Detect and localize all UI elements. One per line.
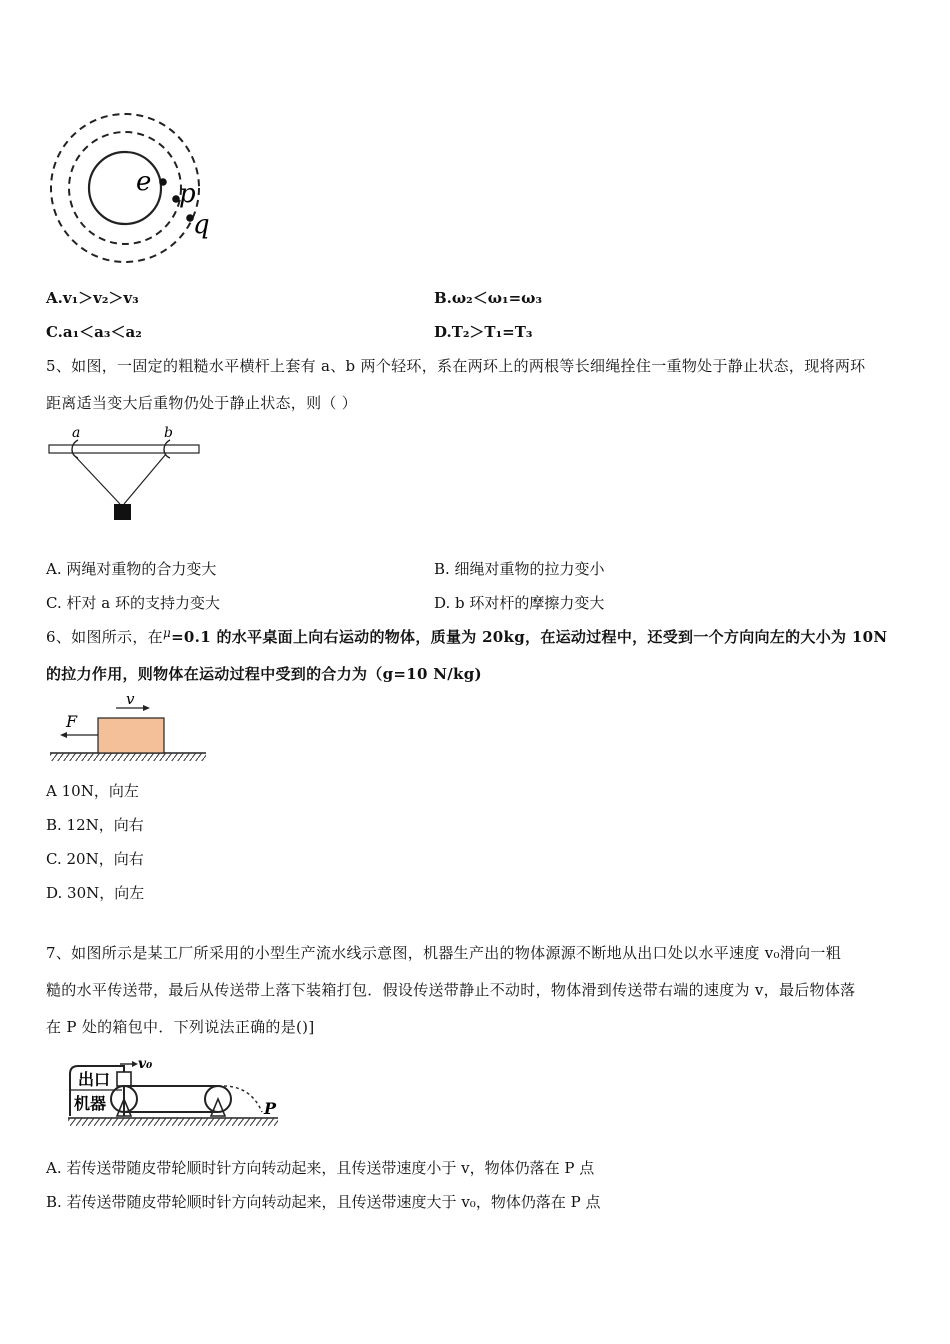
q7-option-b[interactable]: B. 若传送带随皮带轮顺时针方向转动起来，且传送带速度大于 v₀，物体仍落在 P 点 <box>46 1193 601 1211</box>
q5-option-d[interactable]: D. b 环对杆的摩擦力变大 <box>434 594 605 612</box>
q7-option-a[interactable]: A. 若传送带随皮带轮顺时针方向转动起来，且传送带速度小于 v，物体仍落在 P 点 <box>46 1159 595 1177</box>
orbit-outer-dashed <box>51 114 199 262</box>
q6-stem-prefix: 6、如图所示，在 <box>46 628 163 646</box>
q4-option-a[interactable]: A.v₁＞v₂＞v₃ <box>46 289 139 307</box>
hanging-weight <box>114 504 131 520</box>
label-P: P <box>264 1099 277 1118</box>
label-e: e <box>136 167 152 197</box>
orbit-middle-dashed <box>69 132 181 244</box>
label-F: F <box>66 712 78 731</box>
q6-stem-line1 <box>46 626 887 647</box>
pulley-right-stand <box>211 1099 225 1116</box>
velocity-arrowhead <box>143 705 150 711</box>
moving-block <box>98 718 164 753</box>
q5-option-c[interactable]: C. 杆对 a 环的支持力变大 <box>46 594 220 612</box>
q4-option-d[interactable]: D.T₂＞T₁=T₃ <box>434 323 533 341</box>
q7-stem-line1: 7、如图所示是某工厂所采用的小型生产流水线示意图，机器生产出的物体源源不断地从出口处以水平速度 v₀滑向一粗 <box>46 944 842 962</box>
q7-stem-line2: 糙的水平传送带，最后从传送带上落下装箱打包．假设传送带静止不动时，物体滑到传送带右端的速度为 v，最后物体落 <box>46 981 856 999</box>
rope-right <box>124 454 166 504</box>
floor-hatch <box>68 1118 278 1126</box>
rod-rings-figure <box>48 424 208 524</box>
label-v0: v₀ <box>138 1056 153 1072</box>
trajectory <box>218 1086 262 1112</box>
conveyor-figure <box>64 1054 284 1134</box>
mu-symbol: μ <box>162 626 172 640</box>
q5-option-a[interactable]: A. 两绳对重物的合力变大 <box>46 560 217 578</box>
label-b: b <box>164 425 173 441</box>
q6-stem-line2: 的拉力作用，则物体在运动过程中受到的合力为（g=10 N/kg) <box>46 665 482 683</box>
product-box <box>117 1072 131 1086</box>
label-q: q <box>193 210 210 240</box>
q6-option-d[interactable]: D. 30N，向左 <box>46 884 145 902</box>
label-v: v <box>126 690 135 708</box>
q4-option-c[interactable]: C.a₁＜a₃＜a₂ <box>46 323 142 341</box>
q5-stem-line2: 距离适当变大后重物仍处于静止状态，则（ ） <box>46 394 358 412</box>
block-friction-figure <box>48 690 213 769</box>
label-machine: 机器 <box>74 1094 107 1113</box>
q6-option-b[interactable]: B. 12N，向右 <box>46 816 144 834</box>
label-a: a <box>72 425 81 441</box>
q4-option-b[interactable]: B.ω₂＜ω₁=ω₃ <box>434 289 543 307</box>
ground-hatch <box>50 753 206 761</box>
q6-option-c[interactable]: C. 20N，向右 <box>46 850 144 868</box>
label-p: p <box>179 179 196 209</box>
q6-stem-suffix: =0.1 的水平桌面上向右运动的物体，质量为 20kg，在运动过程中，还受到一个方向向左的大小为 10N <box>171 628 888 646</box>
q5-stem-line1: 5、如图，一固定的粗糙水平横杆上套有 a、b 两个轻环，系在两环上的两根等长细绳拴住一重物处于静止状态，现将两环 <box>46 357 866 375</box>
rope-left <box>73 454 120 504</box>
q7-stem-line3: 在 P 处的箱包中．下列说法正确的是()] <box>46 1018 315 1036</box>
force-arrowhead <box>60 732 67 738</box>
q6-option-a[interactable]: A 10N，向左 <box>46 782 139 800</box>
point-e <box>159 178 167 186</box>
label-exit: 出口 <box>78 1070 111 1089</box>
orbit-figure <box>48 118 208 263</box>
q5-option-b[interactable]: B. 细绳对重物的拉力变小 <box>434 560 605 578</box>
